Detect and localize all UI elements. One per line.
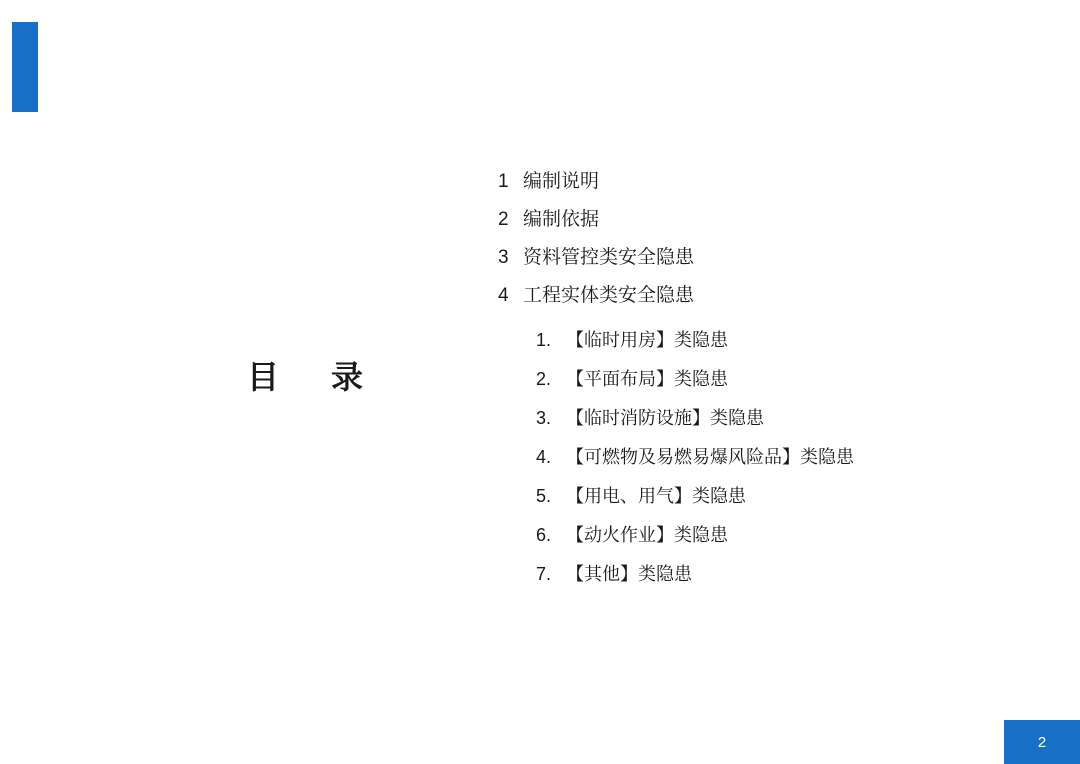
toc-item-2[interactable]	[498, 210, 1038, 229]
toc-subitem-1-label: 【临时用房】类隐患	[566, 330, 728, 350]
toc-subitem-6[interactable]	[498, 526, 1038, 544]
toc-subitem-5-number: 5.	[536, 486, 552, 506]
toc-subitem-3-number: 3.	[536, 408, 552, 428]
toc-item-3[interactable]	[498, 248, 1038, 267]
toc-subitem-5-label: 【用电、用气】类隐患	[566, 486, 746, 506]
toc-subitem-5[interactable]	[498, 487, 1038, 505]
toc-item-4-label: 工程实体类安全隐患	[523, 285, 695, 306]
table-of-contents	[498, 172, 1038, 604]
toc-item-3-label: 资料管控类安全隐患	[523, 247, 695, 268]
toc-item-4[interactable]	[498, 286, 1038, 305]
toc-item-1-label: 编制说明	[523, 171, 600, 192]
toc-subitem-1[interactable]	[498, 331, 1038, 349]
page-number-badge: 2	[1004, 720, 1080, 764]
toc-subitem-2-label: 【平面布局】类隐患	[566, 369, 728, 389]
toc-item-2-number: 2	[498, 209, 509, 230]
toc-item-2-label: 编制依据	[523, 209, 600, 230]
toc-subitems	[498, 331, 1038, 583]
toc-subitem-4-label: 【可燃物及易燃易爆风险品】类隐患	[566, 447, 854, 467]
toc-subitem-6-label: 【动火作业】类隐患	[566, 525, 728, 545]
toc-subitem-1-number: 1.	[536, 330, 552, 350]
toc-subitem-7[interactable]	[498, 565, 1038, 583]
toc-item-1[interactable]	[498, 172, 1038, 191]
toc-subitem-7-number: 7.	[536, 564, 552, 584]
toc-subitem-4[interactable]	[498, 448, 1038, 466]
toc-subitem-3[interactable]	[498, 409, 1038, 427]
toc-subitem-7-label: 【其他】类隐患	[566, 564, 692, 584]
toc-item-3-number: 3	[498, 247, 509, 268]
toc-subitem-2-number: 2.	[536, 369, 552, 389]
toc-subitem-6-number: 6.	[536, 525, 552, 545]
page-title: 目 录	[246, 359, 373, 395]
toc-item-4-number: 4	[498, 285, 509, 306]
toc-item-1-number: 1	[498, 171, 509, 192]
corner-accent-bar	[12, 22, 38, 112]
toc-subitem-3-label: 【临时消防设施】类隐患	[566, 408, 764, 428]
toc-subitem-4-number: 4.	[536, 447, 552, 467]
toc-subitem-2[interactable]	[498, 370, 1038, 388]
page-title-block	[150, 352, 470, 398]
